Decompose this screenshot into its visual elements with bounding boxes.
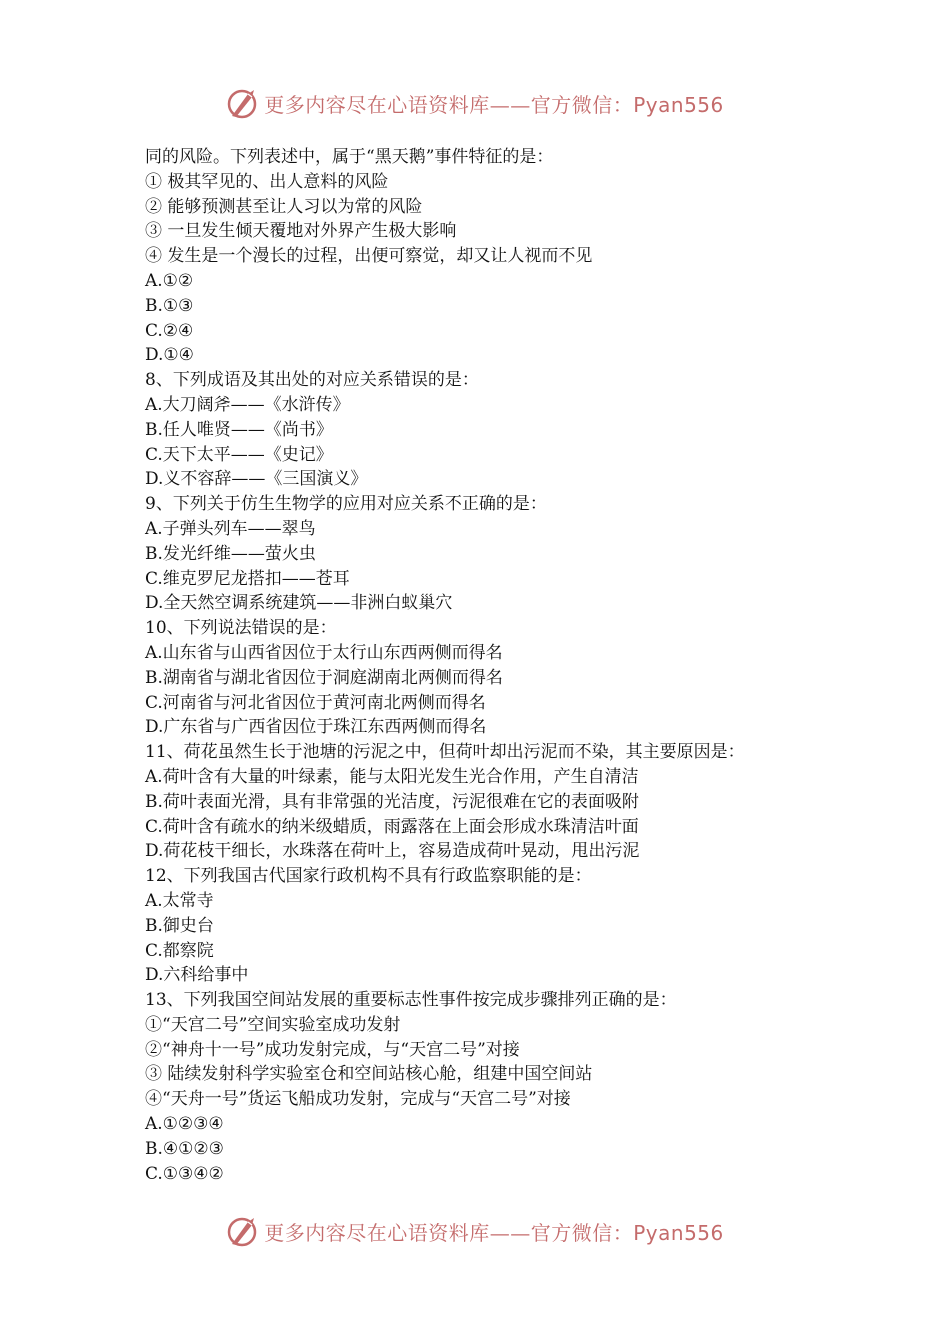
text-line: ②“神舟十一号”成功发射完成，与“天宫二号”对接 [145,1039,520,1060]
text-line: 同的风险。下列表述中，属于“黑天鹅”事件特征的是： [145,147,554,167]
footer-banner [0,1211,950,1251]
text-line: C.河南省与河北省因位于黄河南北两侧而得名 [145,692,486,713]
text-line: C.维克罗尼龙搭扣——苍耳 [145,568,350,589]
text-line: A.荷叶含有大量的叶绿素，能与太阳光发生光合作用，产生自清洁 [145,766,639,787]
text-line: D.①④ [145,345,194,366]
text-line: D.义不容辞——《三国演义》 [145,469,368,490]
text-line: C.①③④② [145,1163,224,1184]
text-line: D.广东省与广西省因位于珠江东西两侧而得名 [145,717,487,738]
text-line: A.①② [145,270,194,291]
text-line: A.①②③④ [145,1114,224,1135]
text-line: C.荷叶含有疏水的纳米级蜡质，雨露落在上面会形成水珠清洁叶面 [145,816,639,837]
text-line: A.大刀阔斧——《水浒传》 [145,394,350,415]
text-line: 13、下列我国空间站发展的重要标志性事件按完成步骤排列正确的是： [145,990,677,1011]
pen-logo-icon [226,1214,260,1248]
text-line: A.山东省与山西省因位于太行山东西两侧而得名 [145,642,503,663]
text-line: D.全天然空调系统建筑——非洲白蚁巢穴 [145,593,453,614]
text-line: ② 能够预测甚至让人习以为常的风险 [145,196,423,217]
text-line: ① 极其罕见的、出人意料的风险 [145,171,389,192]
document-body [145,145,845,1186]
text-line: B.荷叶表面光滑，具有非常强的光洁度，污泥很难在它的表面吸附 [145,791,639,812]
footer-wechat-id: Pyan556 [633,1220,724,1245]
header-banner [0,83,950,123]
text-line: ③ 陆续发射科学实验室仓和空间站核心舱，组建中国空间站 [145,1064,593,1085]
text-line: D.荷花枝干细长，水珠落在荷叶上，容易造成荷叶晃动，甩出污泥 [145,841,640,862]
text-line: A.太常寺 [145,890,214,911]
text-line: B.发光纤维——萤火虫 [145,543,316,564]
text-line: B.①③ [145,295,194,316]
text-line: 8、下列成语及其出处的对应关系错误的是： [145,370,479,391]
text-line: B.湖南省与湖北省因位于洞庭湖南北两侧而得名 [145,667,503,688]
text-line: 12、下列我国古代国家行政机构不具有行政监察职能的是： [145,866,592,887]
pen-logo-icon [226,86,260,120]
text-line: 9、下列关于仿生生物学的应用对应关系不正确的是： [145,494,547,515]
text-line: ③ 一旦发生倾天覆地对外界产生极大影响 [145,221,457,242]
text-line: B.御史台 [145,915,214,936]
text-line: B.④①②③ [145,1138,224,1159]
footer-banner-text: 更多内容尽在心语资料库——官方微信：Pyan556 [264,1220,724,1245]
text-line: A.子弹头列车——翠鸟 [145,518,316,539]
text-line: C.天下太平——《史记》 [145,444,333,465]
text-line: C.都察院 [145,940,214,961]
header-banner-text: 更多内容尽在心语资料库——官方微信：Pyan556 [264,92,724,117]
text-line: B.任人唯贤——《尚书》 [145,419,333,440]
text-line: C.②④ [145,320,194,341]
text-line: ①“天宫二号”空间实验室成功发射 [145,1014,401,1035]
text-line: D.六科给事中 [145,965,249,986]
header-wechat-id: Pyan556 [633,92,724,117]
text-line: ④“天舟一号”货运飞船成功发射，完成与“天宫二号”对接 [145,1089,571,1110]
text-line: 10、下列说法错误的是： [145,618,337,639]
text-line: 11、荷花虽然生长于池塘的污泥之中，但荷叶却出污泥而不染，其主要原因是： [145,742,745,763]
text-line: ④ 发生是一个漫长的过程，出便可察觉，却又让人视而不见 [145,246,593,267]
